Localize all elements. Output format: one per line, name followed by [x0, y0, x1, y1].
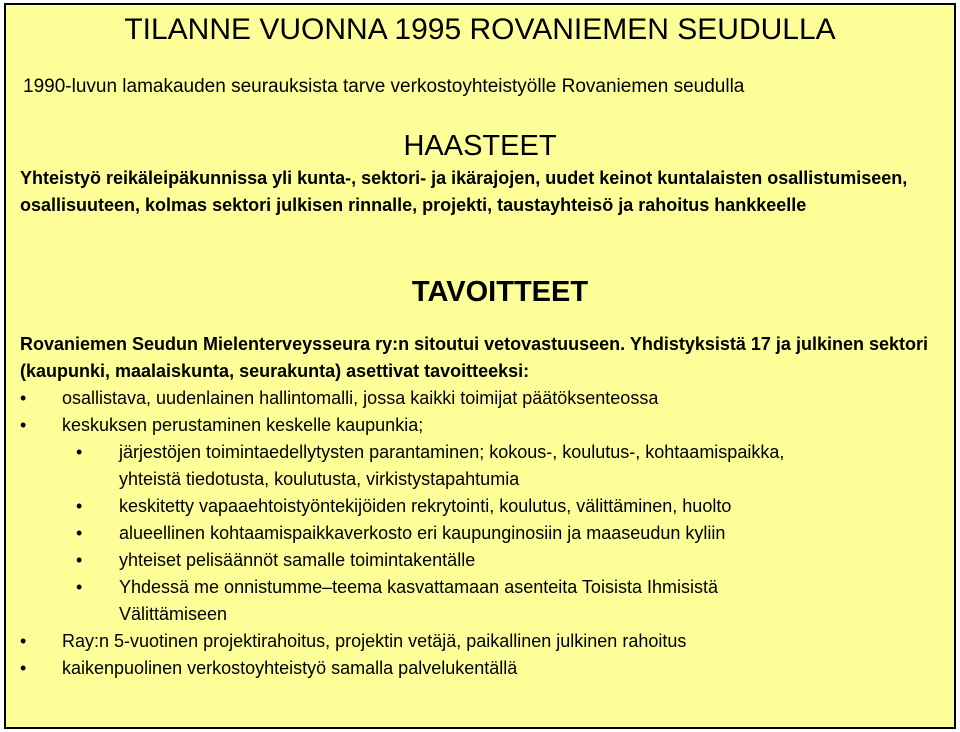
challenges-heading: HAASTEET: [403, 130, 557, 162]
bullet-icon: •: [20, 658, 27, 678]
sub-bullet-icon: •: [76, 550, 83, 570]
slide-title: TILANNE VUONNA 1995 ROVANIEMEN SEUDULLA: [124, 13, 836, 46]
sub-bullet-icon: •: [76, 523, 83, 543]
sub-bullet-icon: •: [76, 577, 83, 597]
sub-item-jarjestot-line2: yhteistä tiedotusta, koulutusta, virkistystapahtumia: [119, 469, 520, 489]
slide-subtitle: 1990-luvun lamakauden seurauksista tarve verkostoyhteistyölle Rovaniemen seudulla: [23, 76, 745, 97]
sub-item-pelisaannot: yhteiset pelisäännöt samalle toimintakentälle: [119, 550, 476, 570]
goals-intro: Rovaniemen Seudun Mielenterveysseura ry:n sitoutui vetovastuuseen. Yhdistyksistä 17 ja julkinen sektori (kaupunki, maalaiskunta, seurakunta) asettivat tavoitteeksi:: [20, 334, 928, 381]
sub-bullet-icon: •: [76, 442, 83, 462]
goal-item-rahoitus: Ray:n 5-vuotinen projektirahoitus, projektin vetäjä, paikallinen julkinen rahoitus: [62, 631, 687, 651]
bullet-icon: •: [20, 415, 27, 435]
bullet-icon: •: [20, 388, 27, 408]
slide: [4, 3, 956, 729]
sub-item-kohtaamispaikat: alueellinen kohtaamispaikkaverkosto eri kaupunginosiin ja maaseudun kyliin: [119, 523, 726, 543]
sub-item-teema-line1: Yhdessä me onnistumme–teema kasvattamaan asenteita Toisista Ihmisistä: [119, 577, 718, 597]
goal-item-keskus: keskuksen perustaminen keskelle kaupunkia;: [62, 415, 424, 435]
sub-item-jarjestot-line1: järjestöjen toimintaedellytysten parantaminen; kokous-, koulutus-, kohtaamispaikka,: [119, 442, 785, 462]
sub-item-vapaaehtoiset: keskitetty vapaaehtoistyöntekijöiden rekrytointi, koulutus, välittäminen, huolto: [119, 496, 732, 516]
goals-heading: TAVOITTEET: [411, 276, 589, 308]
goal-item-verkostoyhteistyo: kaikenpuolinen verkostoyhteistyö samalla palvelukentällä: [62, 658, 518, 678]
goal-item-hallintomalli: osallistava, uudenlainen hallintomalli, jossa kaikki toimijat päätöksenteossa: [62, 388, 659, 408]
bullet-icon: •: [20, 631, 27, 651]
sub-item-teema-line2: Välittämiseen: [119, 604, 228, 624]
challenges-text: Yhteistyö reikäleipäkunnissa yli kunta-, sektori- ja ikärajojen, uudet keinot kuntalaisten osallistumiseen, osallisuuteen, kolmas sektori julkisen rinnalle, projekti, taustayhteisö ja rahoitus hankkeelle: [20, 168, 908, 215]
sub-bullet-icon: •: [76, 496, 83, 516]
